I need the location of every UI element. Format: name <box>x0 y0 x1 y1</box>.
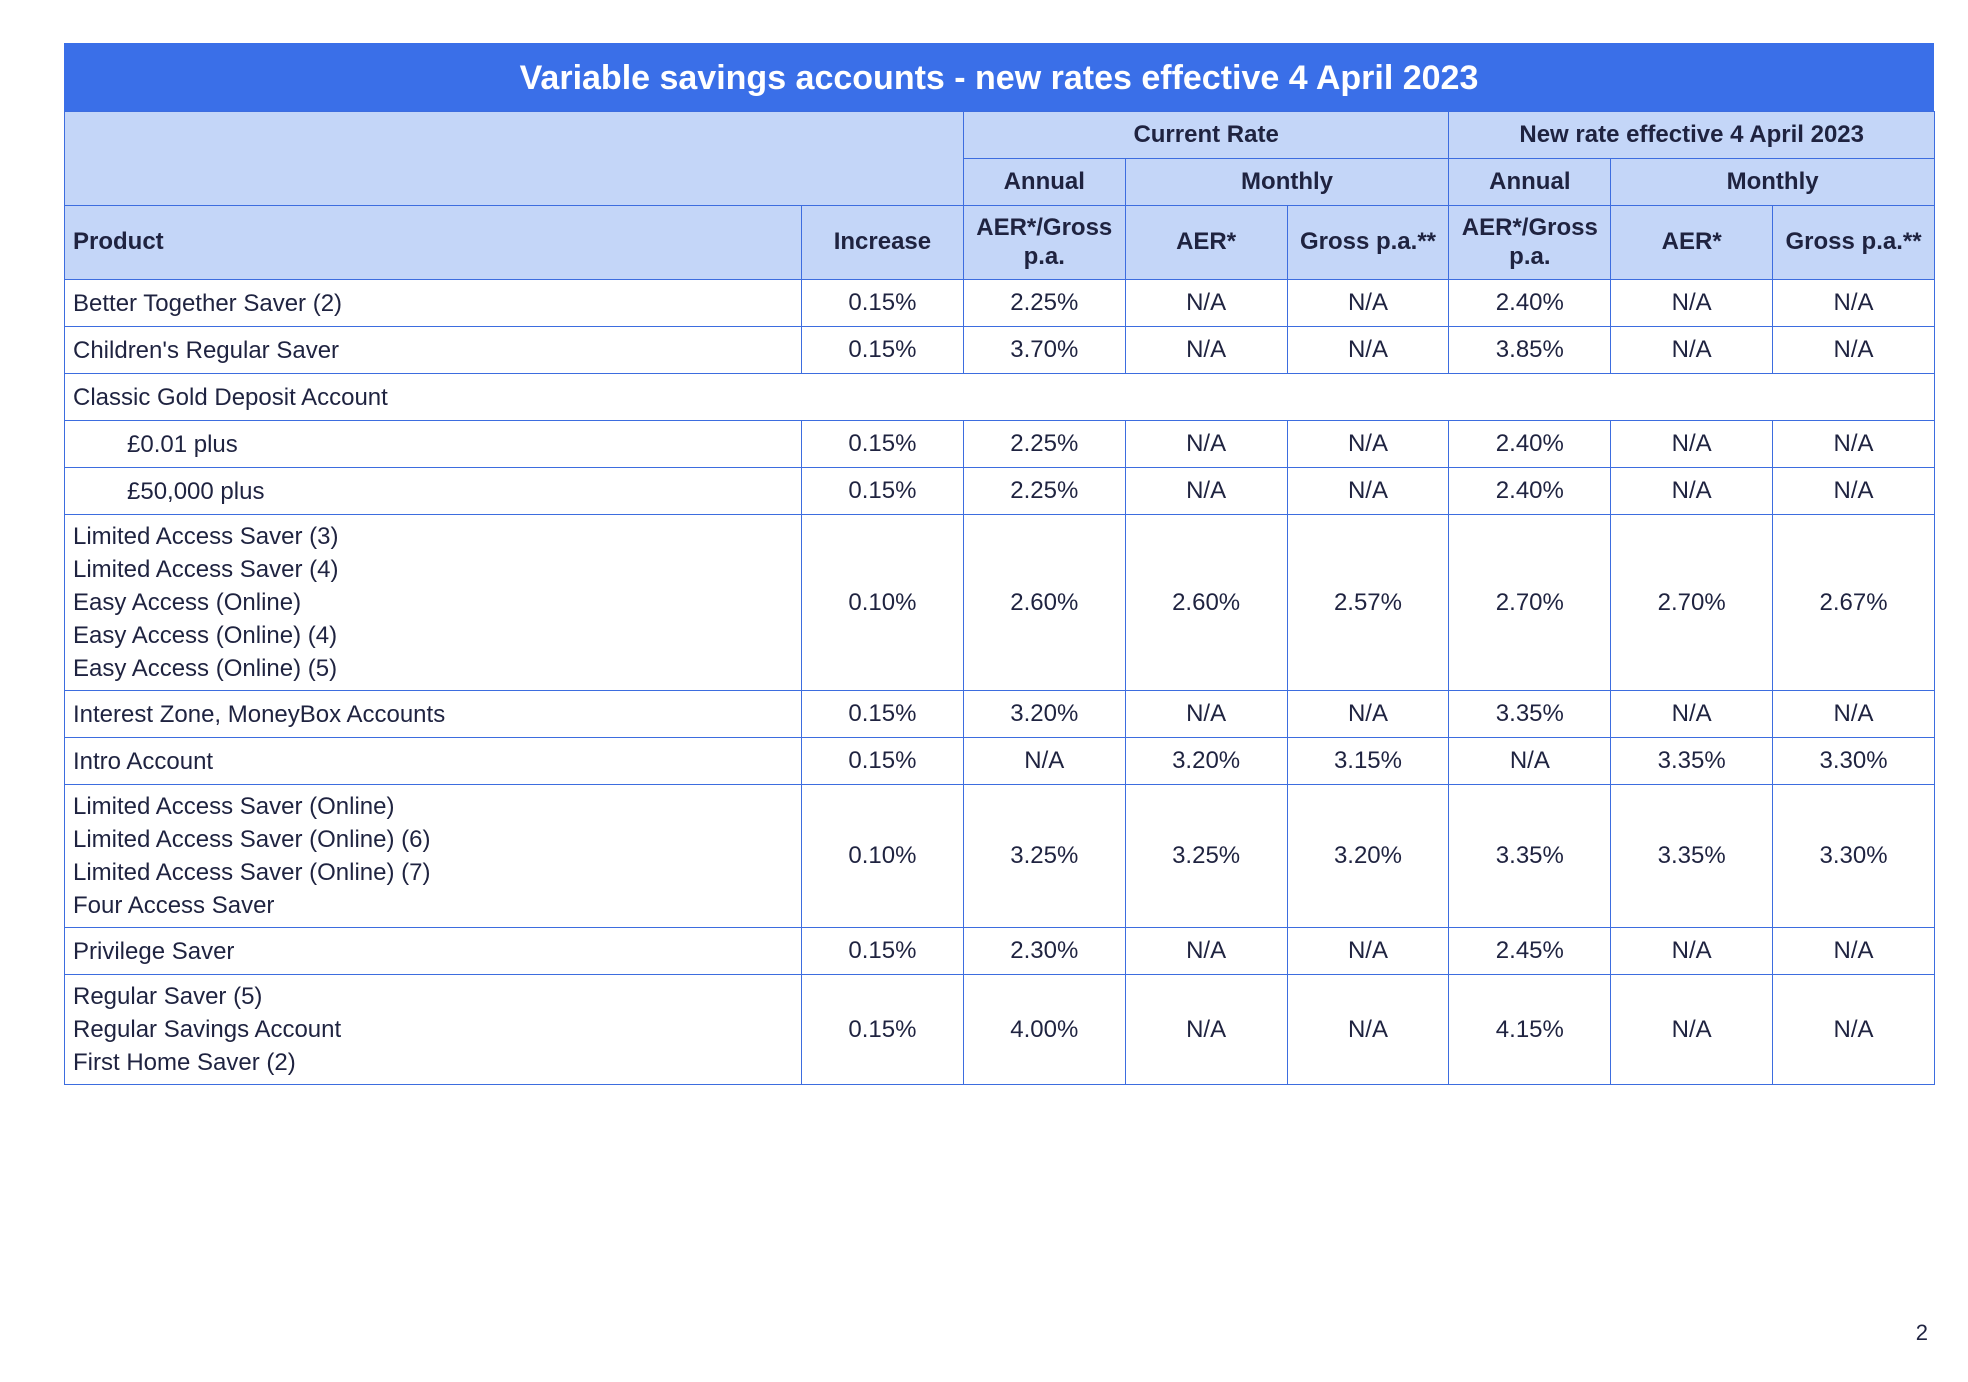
new-monthly-gross-cell: 3.30% <box>1773 738 1935 785</box>
current-monthly-gross-cell: 3.15% <box>1287 738 1449 785</box>
product-name: Regular Savings Account <box>73 1016 342 1043</box>
current-annual-aer-gross-cell: 3.70% <box>963 327 1125 374</box>
increase-cell: 0.15% <box>802 738 964 785</box>
table-row <box>65 515 1935 691</box>
current-monthly-gross-cell: N/A <box>1287 421 1449 468</box>
new-annual-aer-gross-cell: 3.35% <box>1449 691 1611 738</box>
current-annual-aer-gross-cell: 2.25% <box>963 468 1125 515</box>
current-monthly-aer-cell: N/A <box>1125 327 1287 374</box>
product-name: Four Access Saver <box>73 892 275 919</box>
new-aer-header: AER* <box>1611 206 1773 280</box>
new-monthly-aer-cell: N/A <box>1611 468 1773 515</box>
product-name: £50,000 plus <box>127 477 265 505</box>
current-monthly-aer-cell: N/A <box>1125 280 1287 327</box>
product-cell <box>65 785 802 928</box>
current-annual-aer-gross-cell: 3.20% <box>963 691 1125 738</box>
increase-cell: 0.15% <box>802 327 964 374</box>
new-monthly-gross-cell: N/A <box>1773 468 1935 515</box>
current-monthly-aer-cell: N/A <box>1125 691 1287 738</box>
new-monthly-gross-cell: N/A <box>1773 691 1935 738</box>
new-monthly-aer-cell: N/A <box>1611 928 1773 975</box>
new-annual-aer-gross-cell: 2.40% <box>1449 468 1611 515</box>
increase-cell: 0.10% <box>802 515 964 691</box>
current-annual-aer-gross-cell: 2.25% <box>963 421 1125 468</box>
new-rate-header: New rate effective 4 April 2023 <box>1449 112 1935 159</box>
increase-cell: 0.15% <box>802 280 964 327</box>
product-cell <box>65 280 802 327</box>
table-body <box>65 280 1935 1085</box>
product-cell <box>65 928 802 975</box>
current-monthly-gross-cell: N/A <box>1287 468 1449 515</box>
current-monthly-aer-cell: 2.60% <box>1125 515 1287 691</box>
header-blank <box>65 112 964 206</box>
current-gross-header: Gross p.a.** <box>1287 206 1449 280</box>
product-cell <box>65 327 802 374</box>
new-annual-aer-gross-cell: 4.15% <box>1449 975 1611 1085</box>
current-annual-aer-gross-cell: 2.25% <box>963 280 1125 327</box>
product-name: Classic Gold Deposit Account <box>73 383 388 411</box>
product-name: Limited Access Saver (Online) (6) <box>73 826 431 853</box>
new-aer-gross-header: AER*/Gross p.a. <box>1449 206 1611 280</box>
current-annual-aer-gross-cell: N/A <box>963 738 1125 785</box>
new-annual-aer-gross-cell: N/A <box>1449 738 1611 785</box>
new-monthly-aer-cell: N/A <box>1611 421 1773 468</box>
current-monthly-gross-cell: 2.57% <box>1287 515 1449 691</box>
increase-column-header: Increase <box>802 206 964 280</box>
new-monthly-gross-cell: 2.67% <box>1773 515 1935 691</box>
product-name: Interest Zone, MoneyBox Accounts <box>73 700 446 728</box>
new-annual-aer-gross-cell: 2.70% <box>1449 515 1611 691</box>
table-row <box>65 280 1935 327</box>
current-aer-header: AER* <box>1125 206 1287 280</box>
product-cell <box>65 975 802 1085</box>
current-monthly-aer-cell: N/A <box>1125 468 1287 515</box>
new-annual-aer-gross-cell: 2.40% <box>1449 421 1611 468</box>
product-name: Limited Access Saver (Online) <box>73 793 395 820</box>
current-monthly-aer-cell: 3.20% <box>1125 738 1287 785</box>
current-annual-aer-gross-cell: 3.25% <box>963 785 1125 928</box>
current-annual-aer-gross-cell: 2.60% <box>963 515 1125 691</box>
new-annual-aer-gross-cell: 3.35% <box>1449 785 1611 928</box>
product-name: Better Together Saver (2) <box>73 289 343 317</box>
page-number: 2 <box>1915 1320 1928 1345</box>
product-cell <box>65 421 802 468</box>
rates-sheet <box>64 43 1934 1085</box>
new-monthly-aer-cell: 2.70% <box>1611 515 1773 691</box>
product-name: Regular Saver (5) <box>73 983 263 1010</box>
new-monthly-gross-cell: N/A <box>1773 975 1935 1085</box>
current-monthly-gross-cell: N/A <box>1287 327 1449 374</box>
product-cell <box>65 738 802 785</box>
new-monthly-aer-cell: N/A <box>1611 691 1773 738</box>
new-monthly-aer-cell: 3.35% <box>1611 785 1773 928</box>
product-cell <box>65 515 802 691</box>
new-monthly-aer-cell: 3.35% <box>1611 738 1773 785</box>
table-row <box>65 468 1935 515</box>
current-rate-header: Current Rate <box>963 112 1449 159</box>
current-monthly-gross-cell: N/A <box>1287 975 1449 1085</box>
new-monthly-aer-cell: N/A <box>1611 280 1773 327</box>
table-row <box>65 374 1935 421</box>
new-annual-header: Annual <box>1449 159 1611 206</box>
table-row <box>65 738 1935 785</box>
product-name: Limited Access Saver (3) <box>73 523 339 550</box>
product-name: Privilege Saver <box>73 937 235 965</box>
current-monthly-gross-cell: N/A <box>1287 928 1449 975</box>
new-annual-aer-gross-cell: 2.40% <box>1449 280 1611 327</box>
current-monthly-gross-cell: 3.20% <box>1287 785 1449 928</box>
current-annual-aer-gross-cell: 2.30% <box>963 928 1125 975</box>
product-name: Limited Access Saver (Online) (7) <box>73 859 431 886</box>
increase-cell: 0.10% <box>802 785 964 928</box>
increase-cell: 0.15% <box>802 928 964 975</box>
product-name: Intro Account <box>73 747 214 775</box>
increase-cell: 0.15% <box>802 975 964 1085</box>
product-cell <box>65 691 802 738</box>
table-row <box>65 785 1935 928</box>
new-monthly-header: Monthly <box>1611 159 1935 206</box>
table-row <box>65 691 1935 738</box>
current-aer-gross-header: AER*/Gross p.a. <box>963 206 1125 280</box>
product-cell <box>65 468 802 515</box>
current-monthly-aer-cell: N/A <box>1125 421 1287 468</box>
table-row <box>65 975 1935 1085</box>
new-monthly-gross-cell: 3.30% <box>1773 785 1935 928</box>
table-row <box>65 327 1935 374</box>
new-annual-aer-gross-cell: 3.85% <box>1449 327 1611 374</box>
increase-cell: 0.15% <box>802 691 964 738</box>
new-monthly-gross-cell: N/A <box>1773 421 1935 468</box>
product-cell <box>65 374 1935 421</box>
increase-cell: 0.15% <box>802 468 964 515</box>
product-name: Easy Access (Online) (4) <box>73 622 338 649</box>
new-annual-aer-gross-cell: 2.45% <box>1449 928 1611 975</box>
new-monthly-gross-cell: N/A <box>1773 280 1935 327</box>
rates-table <box>64 111 1935 1085</box>
current-annual-aer-gross-cell: 4.00% <box>963 975 1125 1085</box>
new-gross-header: Gross p.a.** <box>1773 206 1935 280</box>
product-name: First Home Saver (2) <box>73 1049 296 1076</box>
product-name: Children's Regular Saver <box>73 336 340 364</box>
new-monthly-gross-cell: N/A <box>1773 928 1935 975</box>
current-monthly-aer-cell: N/A <box>1125 928 1287 975</box>
product-name: Easy Access (Online) (5) <box>73 655 338 682</box>
current-annual-header: Annual <box>963 159 1125 206</box>
new-monthly-aer-cell: N/A <box>1611 327 1773 374</box>
product-column-header: Product <box>65 206 802 280</box>
table-row <box>65 421 1935 468</box>
current-monthly-gross-cell: N/A <box>1287 280 1449 327</box>
new-monthly-aer-cell: N/A <box>1611 975 1773 1085</box>
product-name: £0.01 plus <box>127 430 238 458</box>
table-header <box>65 112 1935 280</box>
new-monthly-gross-cell: N/A <box>1773 327 1935 374</box>
product-name: Easy Access (Online) <box>73 589 302 616</box>
table-title: Variable savings accounts - new rates effective 4 April 2023 <box>64 43 1934 111</box>
current-monthly-aer-cell: N/A <box>1125 975 1287 1085</box>
current-monthly-aer-cell: 3.25% <box>1125 785 1287 928</box>
product-name: Limited Access Saver (4) <box>73 556 339 583</box>
current-monthly-gross-cell: N/A <box>1287 691 1449 738</box>
increase-cell: 0.15% <box>802 421 964 468</box>
table-row <box>65 928 1935 975</box>
current-monthly-header: Monthly <box>1125 159 1449 206</box>
